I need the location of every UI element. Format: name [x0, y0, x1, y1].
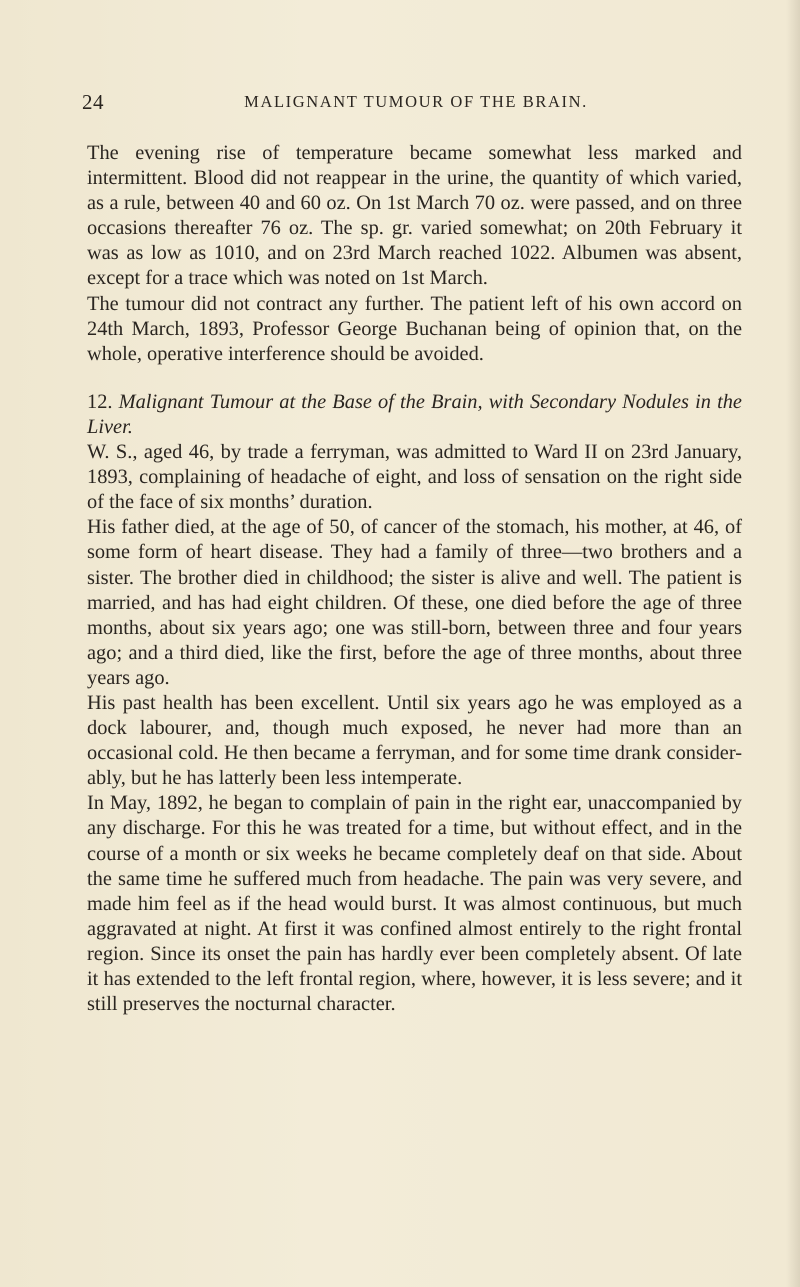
page-edge-shadow	[786, 0, 800, 1287]
paragraph-past-health: His past health has been excellent. Until six years ago he was employed as a dock labourer, and, though much exposed, he never had more than an occasional cold. He then became a ferryman, and for some time drank consider-ably, but he has latterly been less intemperate.	[87, 691, 742, 790]
case-heading	[87, 390, 742, 440]
paragraph-temperature: The evening rise of temperature became somewhat less marked and intermittent. Blood did not reappear in the urine, the quantity of which varied, as a rule, between 40 and 60 oz. On 1st March 70 oz. were passed, and on three occasions thereafter 76 oz. The sp. gr. varied somewhat; on 20th February it was as low as 1010, and on 23rd March reached 1022. Albumen was absent, except for a trace which was noted on 1st March.	[87, 142, 742, 290]
case-title: Malignant Tumour at the Base of the Brain, with Secondary Nodules in the Liver.	[87, 390, 742, 438]
body-text	[87, 141, 742, 1017]
case-number: 12.	[87, 390, 113, 413]
paragraph-admission: W. S., aged 46, by trade a ferryman, was admitted to Ward II on 23rd January, 1893, complaining of headache of eight, and loss of sensation on the right side of the face of six months’ duration.	[87, 441, 742, 514]
page-number: 24	[82, 90, 104, 114]
paragraph-present-illness: In May, 1892, he began to complain of pain in the right ear, unaccompanied by any discharge. For this he was treated for a time, but without effect, and in the course of a month or six weeks he became completely deaf on that side. About the same time he suffered much from headache. The pain was very severe, and made him feel as if the head would burst. It was almost continuous, but much aggravated at night. At first it was confined almost entirely to the right frontal region. Since its onset the pain has hardly ever been completely absent. Of late it has extended to the left frontal region, where, however, it is less severe; and it still preserves the nocturnal character.	[87, 792, 742, 1016]
running-title: MALIGNANT TUMOUR OF THE BRAIN.	[244, 92, 588, 111]
running-head	[82, 90, 730, 116]
paragraph-family-history: His father died, at the age of 50, of cancer of the stomach, his mother, at 46, of some form of heart disease. They had a family of three—two brothers and a sister. The brother died in childhood; the sister is alive and well. The patient is married, and has had eight children. Of these, one died before the age of three months, about six years ago; one was still-born, between three and four years ago; and a third died, like the first, before the age of three months, about three years ago.	[87, 516, 742, 689]
paragraph-tumour-outcome: The tumour did not contract any further. The patient left of his own accord on 24th March, 1893, Professor George Buchanan being of opinion that, on the whole, operative interference should be avoided.	[87, 292, 742, 365]
